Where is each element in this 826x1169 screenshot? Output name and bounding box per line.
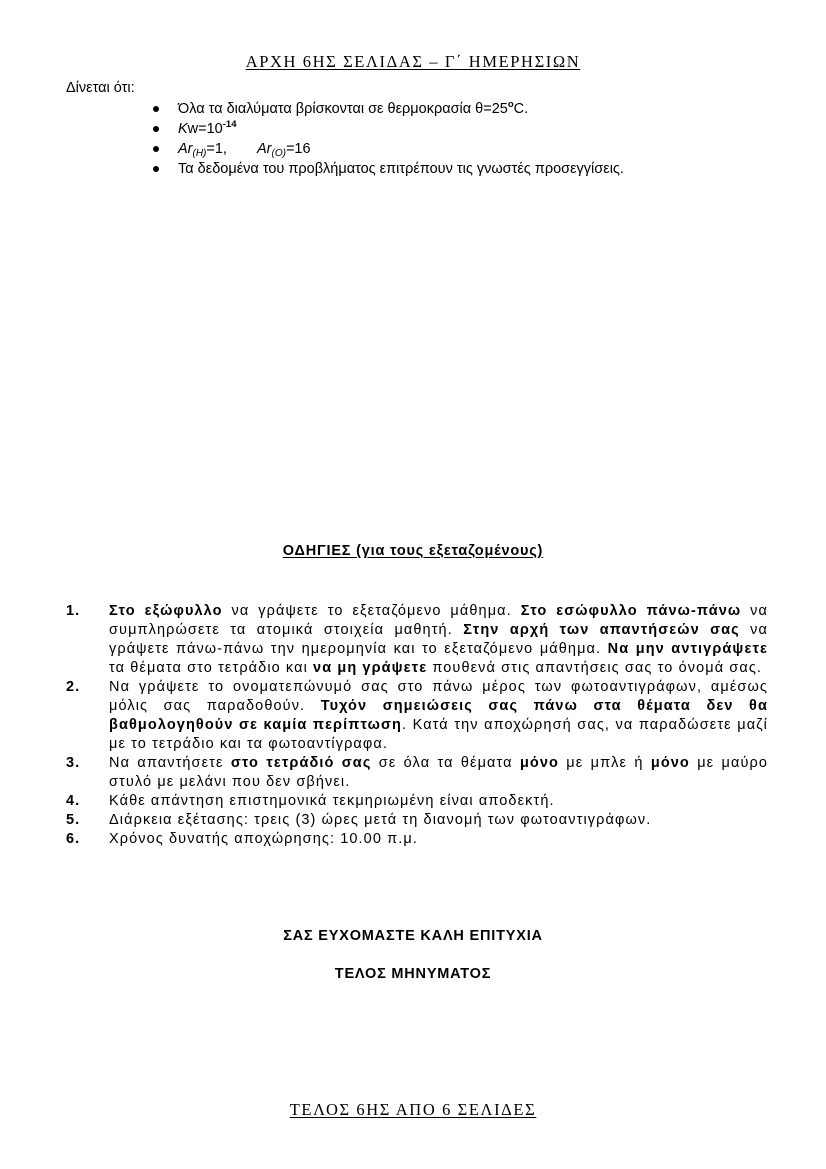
end-of-message: ΤΕΛΟΣ ΜΗΝΥΜΑΤΟΣ xyxy=(334,966,492,982)
instruction-item-3: 3. Να απαντήσετε στο τετράδιό σας σε όλα τα θέματα μόνο με μπλε ή μόνο με μαύρο στυλό με μελάνι που δεν σβήνει. xyxy=(66,755,768,790)
instruction-item-1: 1. Στο εξώφυλλο να γράψετε το εξεταζόμενο μάθημα. Στο εσώφυλλο πάνω-πάνω να συμπληρώσετε τα ατομικά στοιχεία μαθητή. Στην αρχή των απαντήσεών σας να γράψετε πάνω-πάνω την ημερομηνία και το εξεταζόμενο μάθημα. Να μην αντιγράψετε τα θέματα στο τετράδιο και να μη γράψετε πουθενά στις απαντήσεις σας το όνομά σας. xyxy=(66,603,768,676)
bullet-icon xyxy=(153,126,159,132)
given-label: Δίνεται ότι: xyxy=(66,80,135,96)
good-luck-message: ΣΑΣ ΕΥΧΟΜΑΣΤΕ ΚΑΛΗ ΕΠΙΤΥΧΙΑ xyxy=(283,928,543,944)
instructions-title: ΟΔΗΓΙΕΣ (για τους εξεταζομένους) xyxy=(282,543,544,559)
bullet-icon xyxy=(153,146,159,152)
given-item-atomic-masses: $Ar_{(H)}=1$, $Ar_{(O)}=16$ xyxy=(153,139,624,159)
bullet-icon xyxy=(153,166,159,172)
given-item-approximations: Τα δεδομένα του προβλήματος επιτρέπουν τις γνωστές προσεγγίσεις. xyxy=(153,159,624,179)
instructions-list xyxy=(66,602,768,849)
instruction-item-6: 6. Χρόνος δυνατής αποχώρησης: 10.00 π.μ. xyxy=(66,831,418,847)
instruction-item-5: 5. Διάρκεια εξέτασης: τρεις (3) ώρες μετά τη διανομή των φωτοαντιγράφων. xyxy=(66,812,652,828)
instruction-item-2: 2. Να γράψετε το ονοματεπώνυμό σας στο πάνω μέρος των φωτοαντιγράφων, αμέσως μόλις σας παραδοθούν. Τυχόν σημειώσεις σας πάνω στα θέματα δεν θα βαθμολογηθούν σε καμία περίπτωση. Κατά την αποχώρησή σας, να παραδώσετε μαζί με το τετράδιο και τα φωτοαντίγραφα. xyxy=(66,679,768,752)
given-item-temperature: Όλα τα διαλύματα βρίσκονται σε θερμοκρασία $\theta=25^oC$. xyxy=(153,99,624,119)
bullet-icon xyxy=(153,106,159,112)
instruction-item-4: 4. Κάθε απάντηση επιστημονικά τεκμηριωμένη είναι αποδεκτή. xyxy=(66,793,555,809)
page-header: ΑΡΧΗ 6ΗΣ ΣΕΛΙΔΑΣ – Γ΄ ΗΜΕΡΗΣΙΩΝ xyxy=(245,52,581,71)
given-item-kw: $Kw=10^{-14}$ xyxy=(153,119,624,139)
page-footer: ΤΕΛΟΣ 6ΗΣ ΑΠΟ 6 ΣΕΛΙΔΕΣ xyxy=(289,1100,537,1119)
given-list xyxy=(153,99,624,179)
